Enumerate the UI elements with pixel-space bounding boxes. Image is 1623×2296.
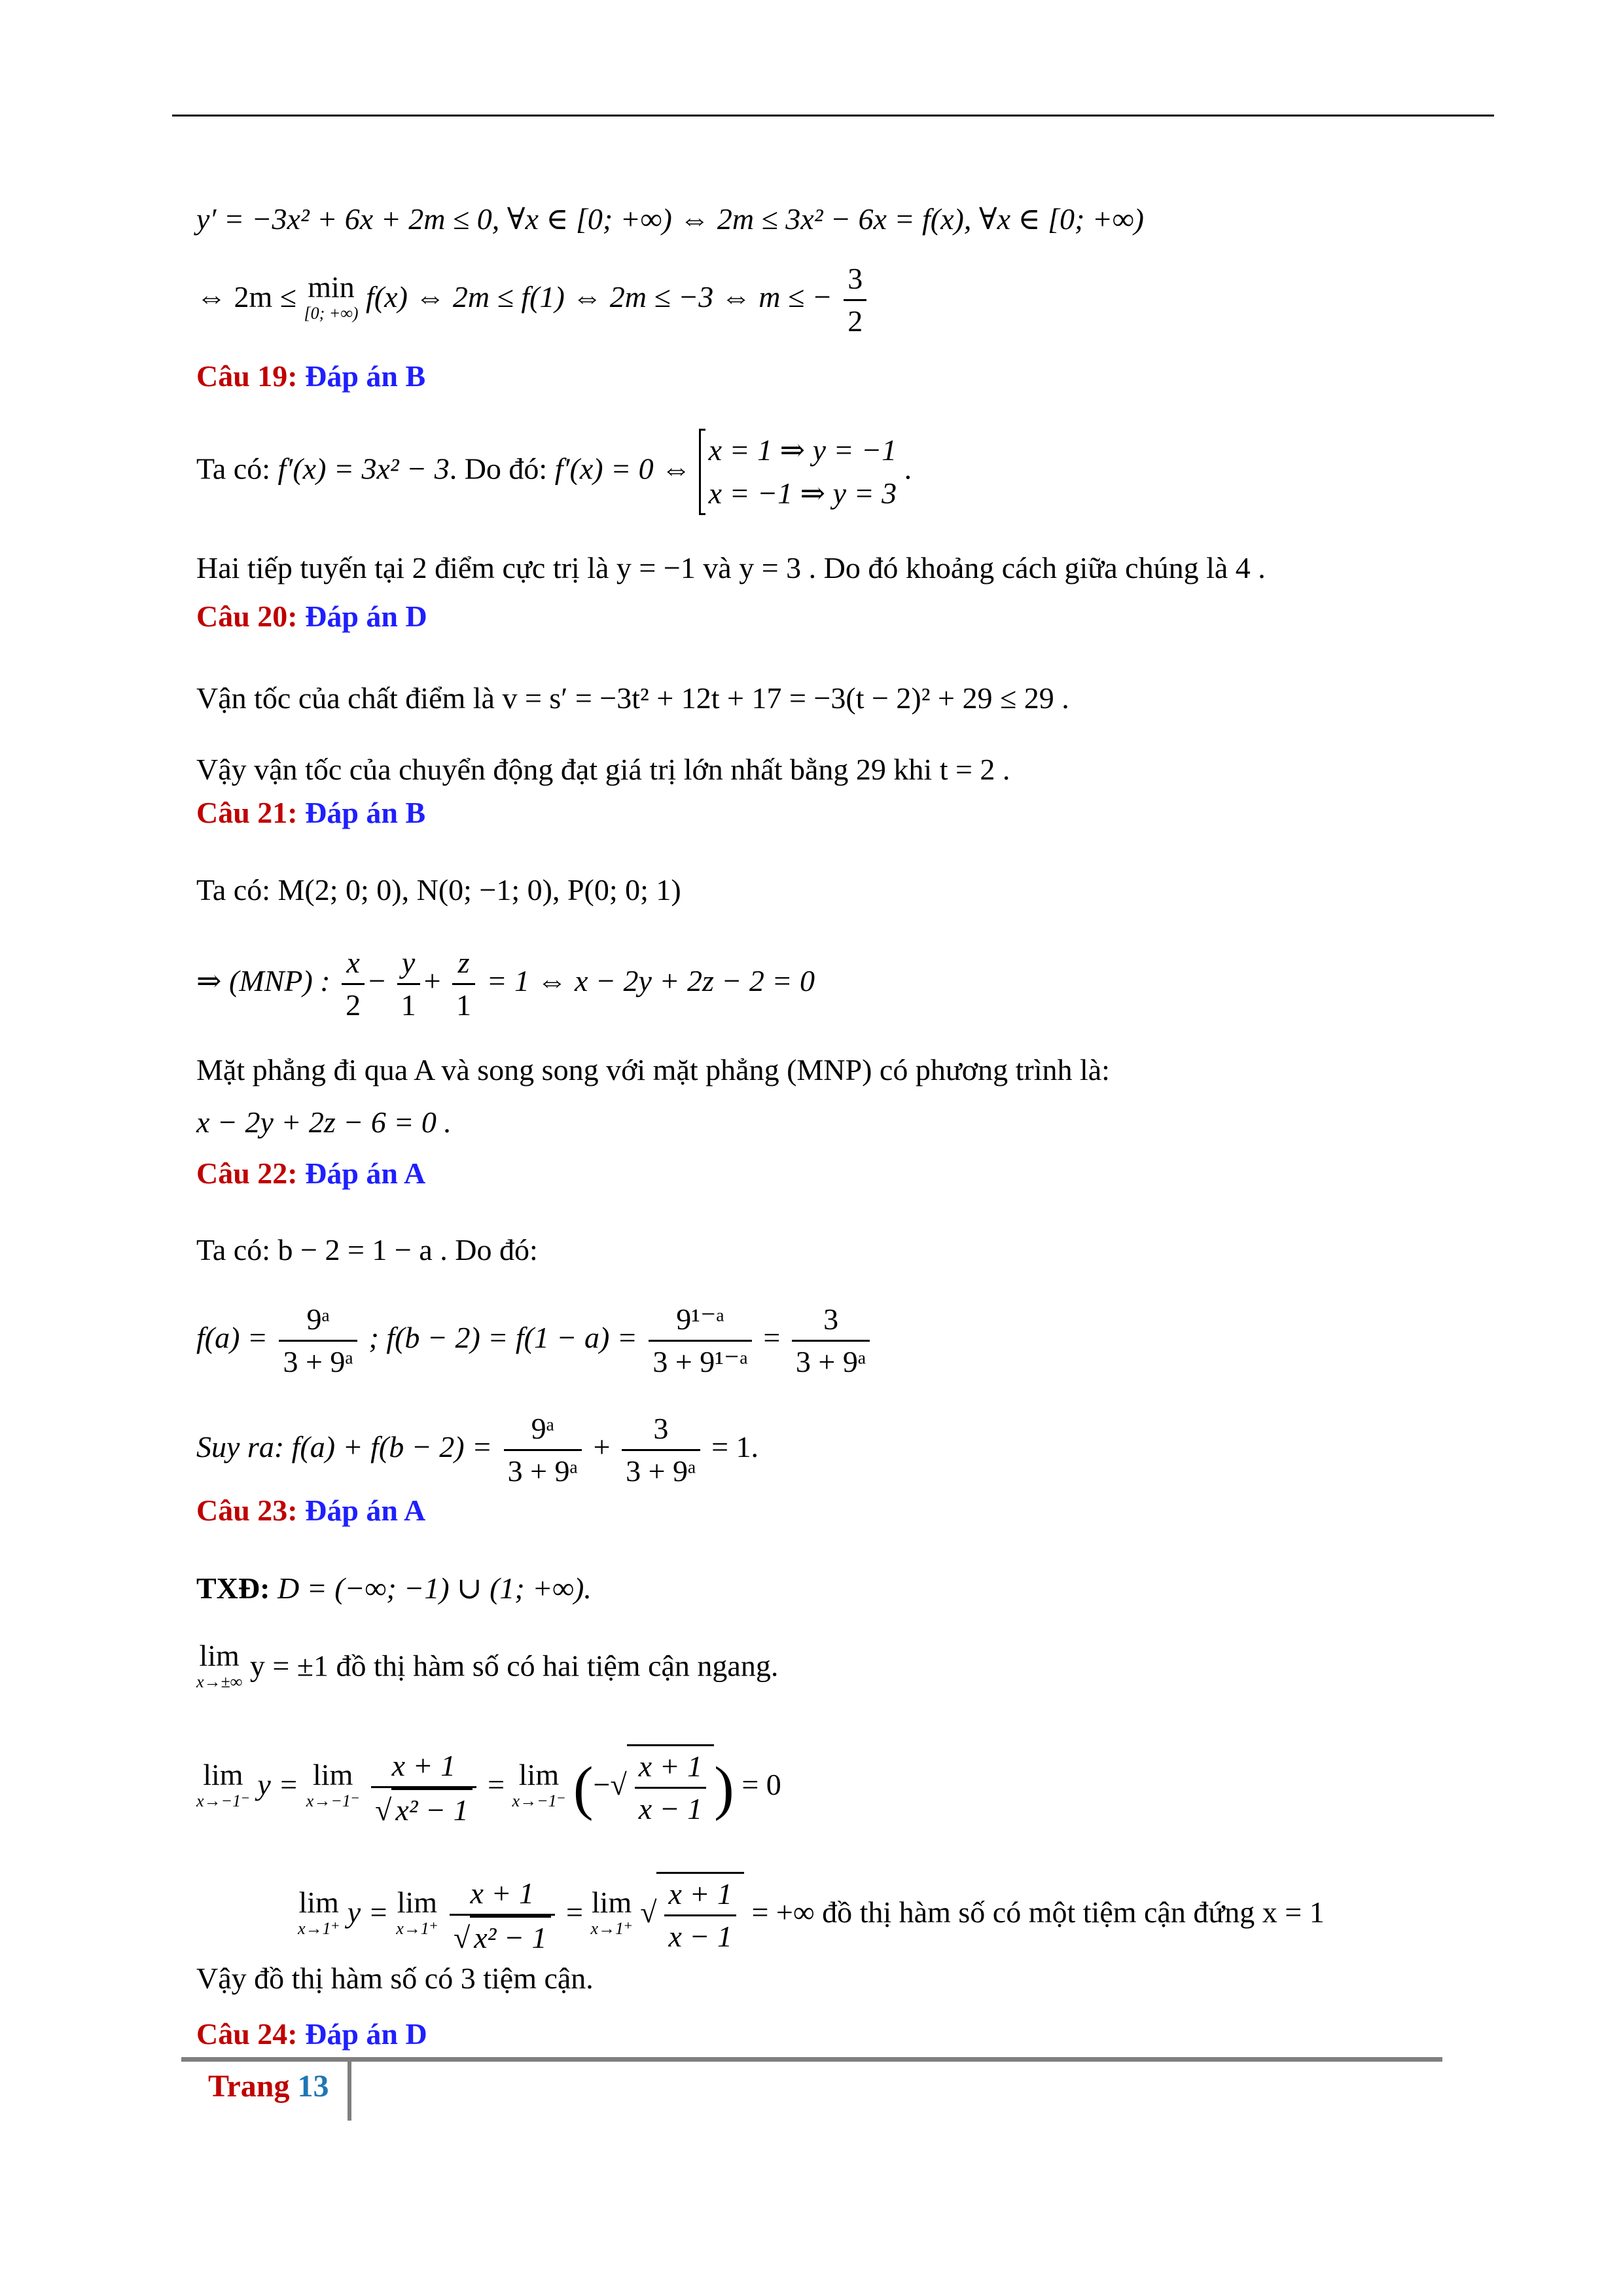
derivative-line: y′ = −3x² + 6x + 2m ≤ 0, ∀x ∈ [0; +∞) ⇔ 2m ≤ 3x² − 6x = f(x), ∀x ∈ [0; +∞) <box>196 202 1144 236</box>
q19-derivative: Ta có: f′(x) = 3x² − 3. Do đó: f′(x) = 0 ⇔ x = 1 ⇒ y = −1 x = −1 ⇒ y = 3 . <box>196 429 912 515</box>
q20-conclusion: Vậy vận tốc của chuyển động đạt giá trị lớn nhất bằng 29 khi t = 2 . <box>196 753 1010 786</box>
q20-velocity: Vận tốc của chất điểm là v = s′ = −3t² + 12t + 17 = −3(t − 2)² + 29 ≤ 29 . <box>196 681 1069 715</box>
question-22-heading: Câu 22: Đáp án A <box>196 1157 426 1190</box>
question-21-heading: Câu 21: Đáp án B <box>196 796 426 829</box>
q23-right-limit: lim x→1⁺ y = lim x→1⁺ $\frac{x + 1}{\text{√ x² − 1}}$ = lim x→1⁺ √ $\frac{x + 1}{x - 1}$ = +∞ đồ thị hàm số có một tiệm cận đứng x = 1 <box>298 1872 1325 1958</box>
q23-left-limit: lim x→−1⁻ y = lim x→−1⁻ $\frac{x + 1}{\text{√ x² − 1}}$ = lim x→−1⁻ (−√ $\frac{x + 1}{x - 1}$ ) = 0 <box>196 1744 781 1831</box>
footer-rule <box>181 2057 1442 2062</box>
q23-horizontal-asymptote: lim x→±∞ y = ±1 đồ thị hàm số có hai tiệm cận ngang. <box>196 1639 779 1691</box>
q23-conclusion: Vậy đồ thị hàm số có 3 tiệm cận. <box>196 1962 594 1995</box>
q19-conclusion: Hai tiếp tuyến tại 2 điểm cực trị là y = −1 và y = 3 . Do đó khoảng cách giữa chúng là 4 . <box>196 551 1266 584</box>
q21-answer-equation: x − 2y + 2z − 6 = 0 . <box>196 1105 452 1139</box>
question-19-heading: Câu 19: Đáp án B <box>196 359 426 393</box>
q21-statement: Mặt phẳng đi qua A và song song với mặt phẳng (MNP) có phương trình là: <box>196 1053 1110 1086</box>
question-24-heading: Câu 24: Đáp án D <box>196 2017 427 2051</box>
question-23-heading: Câu 23: Đáp án A <box>196 1494 426 1527</box>
case-bracket: x = 1 ⇒ y = −1 x = −1 ⇒ y = 3 <box>699 429 897 515</box>
page-number: Trang 13 <box>208 2069 329 2104</box>
question-20-heading: Câu 20: Đáp án D <box>196 600 427 633</box>
footer-divider <box>348 2062 351 2121</box>
q22-function-values: f(a) = $\frac{\text{9ᵃ}}{\text{3 + 9ᵃ}}$ ; f(b − 2) = f(1 − a) = $\frac{\text{9¹⁻ᵃ}}{\text{3 + 9¹⁻ᵃ}}$ = $\frac{3}{\text{3 + 9ᵃ}}$ <box>196 1299 874 1382</box>
q21-plane-equation: ⇒ (MNP) : $\frac{x}{2}$ − $\frac{y}{1}$ + $\frac{z}{1}$ = 1 ⇔ x − 2y + 2z − 2 = 0 <box>196 942 815 1026</box>
fraction: $\frac{3}{2}$ <box>844 259 866 342</box>
min-operator: min [0; +∞) <box>304 270 359 323</box>
q22-sum: Suy ra: f(a) + f(b − 2) = $\frac{\text{9ᵃ}}{\text{3 + 9ᵃ}}$ + $\frac{3}{\text{3 + 9ᵃ}}$ = 1. <box>196 1408 758 1492</box>
header-rule <box>172 115 1494 117</box>
min-line: ⇔ 2m ≤ min [0; +∞) f(x) ⇔ 2m ≤ f(1) ⇔ 2m ≤ −3 ⇔ m ≤ − $\frac{3}{2}$ <box>196 259 870 342</box>
q23-domain: TXĐ: D = (−∞; −1) ∪ (1; +∞). <box>196 1571 592 1605</box>
q22-relation: Ta có: b − 2 = 1 − a . Do đó: <box>196 1233 538 1266</box>
q21-points: Ta có: M(2; 0; 0), N(0; −1; 0), P(0; 0; 1) <box>196 873 681 906</box>
